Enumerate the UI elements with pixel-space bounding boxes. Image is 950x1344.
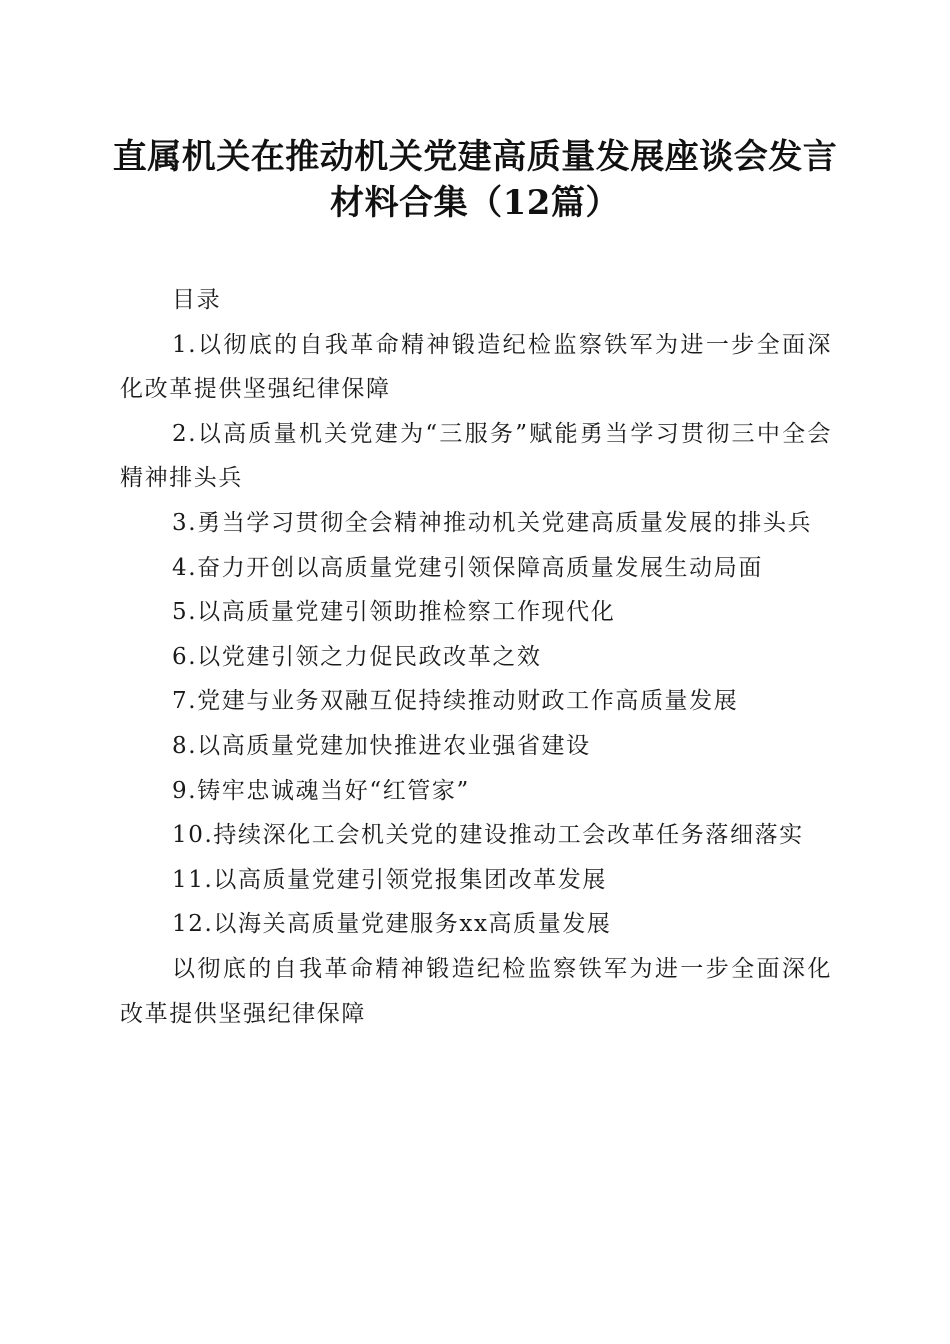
toc-item: 2.以高质量机关党建为“三服务”赋能勇当学习贯彻三中全会精神排头兵 [120, 420, 832, 492]
toc-item: 1.以彻底的自我革命精神锻造纪检监察铁军为进一步全面深化改革提供坚强纪律保障 [120, 331, 832, 403]
toc-item: 9.铸牢忠诚魂当好“红管家” [172, 777, 470, 804]
toc-item: 3.勇当学习贯彻全会精神推动机关党建高质量发展的排头兵 [172, 509, 813, 536]
toc-heading: 目录 [172, 287, 222, 313]
toc-item: 12.以海关高质量党建服务xx高质量发展 [172, 911, 612, 938]
toc-item: 10.持续深化工会机关党的建设推动工会改革任务落细落实 [172, 822, 804, 849]
section-heading: 以彻底的自我革命精神锻造纪检监察铁军为进一步全面深化改革提供坚强纪律保障 [120, 955, 832, 1027]
toc-item: 6.以党建引领之力促民政改革之效 [172, 643, 542, 670]
document-body [120, 278, 832, 1036]
toc-item: 4.奋力开创以高质量党建引领保障高质量发展生动局面 [172, 554, 763, 581]
toc-item: 8.以高质量党建加快推进农业强省建设 [172, 732, 591, 759]
toc-item: 5.以高质量党建引领助推检察工作现代化 [172, 599, 616, 626]
toc-list [120, 323, 832, 947]
document-title: 直属机关在推动机关党建高质量发展座谈会发言材料合集（12篇） [112, 137, 838, 223]
toc-item: 11.以高质量党建引领党报集团改革发展 [172, 866, 607, 893]
toc-item: 7.党建与业务双融互促持续推动财政工作高质量发展 [172, 688, 739, 715]
